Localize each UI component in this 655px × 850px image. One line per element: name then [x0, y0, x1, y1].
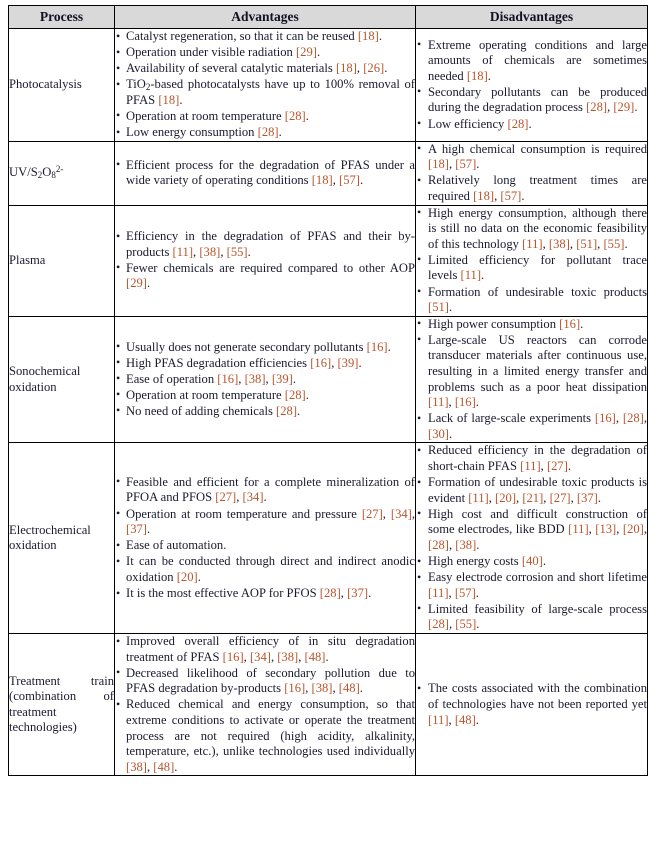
disadvantages-cell-list — [416, 681, 647, 728]
list-item: • High energy costs [40]. — [416, 554, 647, 570]
disadvantages-cell-list — [416, 206, 647, 316]
advantages-cell-list — [115, 158, 415, 189]
process-name: Electrochemical oxidation — [9, 522, 91, 553]
process-name: Photocatalysis — [9, 77, 82, 92]
advantages-cell-list — [115, 229, 415, 292]
list-item: • Limited efficiency for pollutant trace levels [11]. — [416, 253, 647, 284]
list-item: • Ease of automation. — [115, 538, 415, 554]
list-item: • High energy consumption, although there is still no data on the economic feasibility of this technology [11], [38], [51], [55]. — [416, 206, 647, 253]
disadvantages-cell-list — [416, 443, 647, 633]
column-header-disadvantages: Disadvantages — [416, 6, 648, 29]
list-item: • Easy electrode corrosion and short lifetime [11], [57]. — [416, 570, 647, 601]
list-item: • Efficiency in the degradation of PFAS and their by-products [11], [38], [55]. — [115, 229, 415, 260]
list-item: • Catalyst regeneration, so that it can be reused [18]. — [115, 29, 415, 45]
table-row — [9, 205, 648, 316]
list-item: • Decreased likelihood of secondary pollution due to PFAS degradation by-products [16], [38], [48]. — [115, 666, 415, 697]
list-item: • The costs associated with the combination of technologies have not been reported yet [11], [48]. — [416, 681, 647, 728]
list-item: • Operation under visible radiation [29]. — [115, 45, 415, 61]
table-row — [9, 29, 648, 142]
list-item: • Secondary pollutants can be produced during the degradation process [28], [29]. — [416, 85, 647, 116]
list-item: • Feasible and efficient for a complete mineralization of PFOA and PFOS [27], [34]. — [115, 475, 415, 506]
list-item: • Large-scale US reactors can corrode transducer materials after continuous use, resulting in a limited energy transfer and problems such as a poor heat dissipation [11], [16]. — [416, 333, 647, 411]
header-row — [9, 6, 648, 29]
list-item: • Reduced chemical and energy consumption, so that extreme conditions to activate or operate the treatment process are not required (high acidity, alkalinity, temperature, etc.), unlike technologies used individually [38], [48]. — [115, 697, 415, 775]
list-item: • Operation at room temperature [28]. — [115, 388, 415, 404]
list-item: • High cost and difficult construction of some electrodes, like BDD [11], [13], [20], [28], [38]. — [416, 507, 647, 554]
advantages-cell-list — [115, 634, 415, 775]
advantages-cell — [115, 29, 416, 142]
list-item: • Usually does not generate secondary pollutants [16]. — [115, 340, 415, 356]
column-header-process: Process — [9, 6, 115, 29]
process-name: Sonochemical oxidation — [9, 364, 81, 394]
aop-comparison-table — [8, 5, 648, 776]
list-item: • Fewer chemicals are required compared to other AOP [29]. — [115, 261, 415, 292]
list-item: • Relatively long treatment times are required [18], [57]. — [416, 173, 647, 204]
table-row — [9, 316, 648, 443]
list-item: • High PFAS degradation efficiencies [16], [39]. — [115, 356, 415, 372]
process-name-cell — [9, 634, 115, 776]
disadvantages-cell — [416, 634, 648, 776]
list-item: • High power consumption [16]. — [416, 317, 647, 333]
list-item: • Ease of operation [16], [38], [39]. — [115, 372, 415, 388]
process-name: $UV/S_2O_8^{2-}$ — [9, 164, 64, 181]
list-item: • It is the most effective AOP for PFOS [28], [37]. — [115, 586, 415, 602]
process-name-cell — [9, 29, 115, 142]
disadvantages-cell — [416, 141, 648, 205]
list-item: • Improved overall efficiency of in situ degradation treatment of PFAS [16], [34], [38], [48]. — [115, 634, 415, 665]
list-item: • Low energy consumption [28]. — [115, 125, 415, 141]
aop-comparison-table-container — [8, 5, 647, 776]
list-item: • Extreme operating conditions and large amounts of chemicals are sometimes needed [18]. — [416, 38, 647, 85]
table-row — [9, 634, 648, 776]
list-item: • Lack of large-scale experiments [16], [28], [30]. — [416, 411, 647, 442]
list-item: • Efficient process for the degradation of PFAS under a wide variety of operating conditions [18], [57]. — [115, 158, 415, 189]
disadvantages-cell — [416, 29, 648, 142]
list-item: • Operation at room temperature [28]. — [115, 109, 415, 125]
advantages-cell — [115, 205, 416, 316]
list-item: • TiO$_2$-based photocatalysts have up to 100% removal of PFAS [18]. — [115, 77, 415, 108]
list-item: • Availability of several catalytic materials [18], [26]. — [115, 61, 415, 77]
table-row — [9, 141, 648, 205]
advantages-cell-list — [115, 340, 415, 420]
process-name: Plasma — [9, 252, 46, 267]
process-name-cell — [9, 443, 115, 634]
table-row — [9, 443, 648, 634]
list-item: • Operation at room temperature and pressure [27], [34], [37]. — [115, 507, 415, 538]
advantages-cell-list — [115, 475, 415, 602]
list-item: • Formation of undesirable toxic products [51]. — [416, 285, 647, 316]
table-header — [9, 6, 648, 29]
disadvantages-cell-list — [416, 142, 647, 205]
process-name: Treatment train (combination of treatment technologies) — [9, 673, 114, 735]
process-name-cell — [9, 141, 115, 205]
disadvantages-cell — [416, 316, 648, 443]
process-name-cell — [9, 205, 115, 316]
disadvantages-cell — [416, 443, 648, 634]
list-item: • A high chemical consumption is required [18], [57]. — [416, 142, 647, 173]
list-item: • Formation of undesirable toxic products is evident [11], [20], [21], [27], [37]. — [416, 475, 647, 506]
process-name-cell — [9, 316, 115, 443]
table-body — [9, 29, 648, 776]
list-item: • Low efficiency [28]. — [416, 117, 647, 133]
list-item: • It can be conducted through direct and indirect anodic oxidation [20]. — [115, 554, 415, 585]
disadvantages-cell-list — [416, 317, 647, 443]
list-item: • Reduced efficiency in the degradation of short-chain PFAS [11], [27]. — [416, 443, 647, 474]
column-header-advantages: Advantages — [115, 6, 416, 29]
list-item: • Limited feasibility of large-scale process [28], [55]. — [416, 602, 647, 633]
disadvantages-cell-list — [416, 38, 647, 133]
advantages-cell — [115, 141, 416, 205]
advantages-cell — [115, 443, 416, 634]
advantages-cell-list — [115, 29, 415, 141]
list-item: • No need of adding chemicals [28]. — [115, 404, 415, 420]
disadvantages-cell — [416, 205, 648, 316]
advantages-cell — [115, 634, 416, 776]
advantages-cell — [115, 316, 416, 443]
